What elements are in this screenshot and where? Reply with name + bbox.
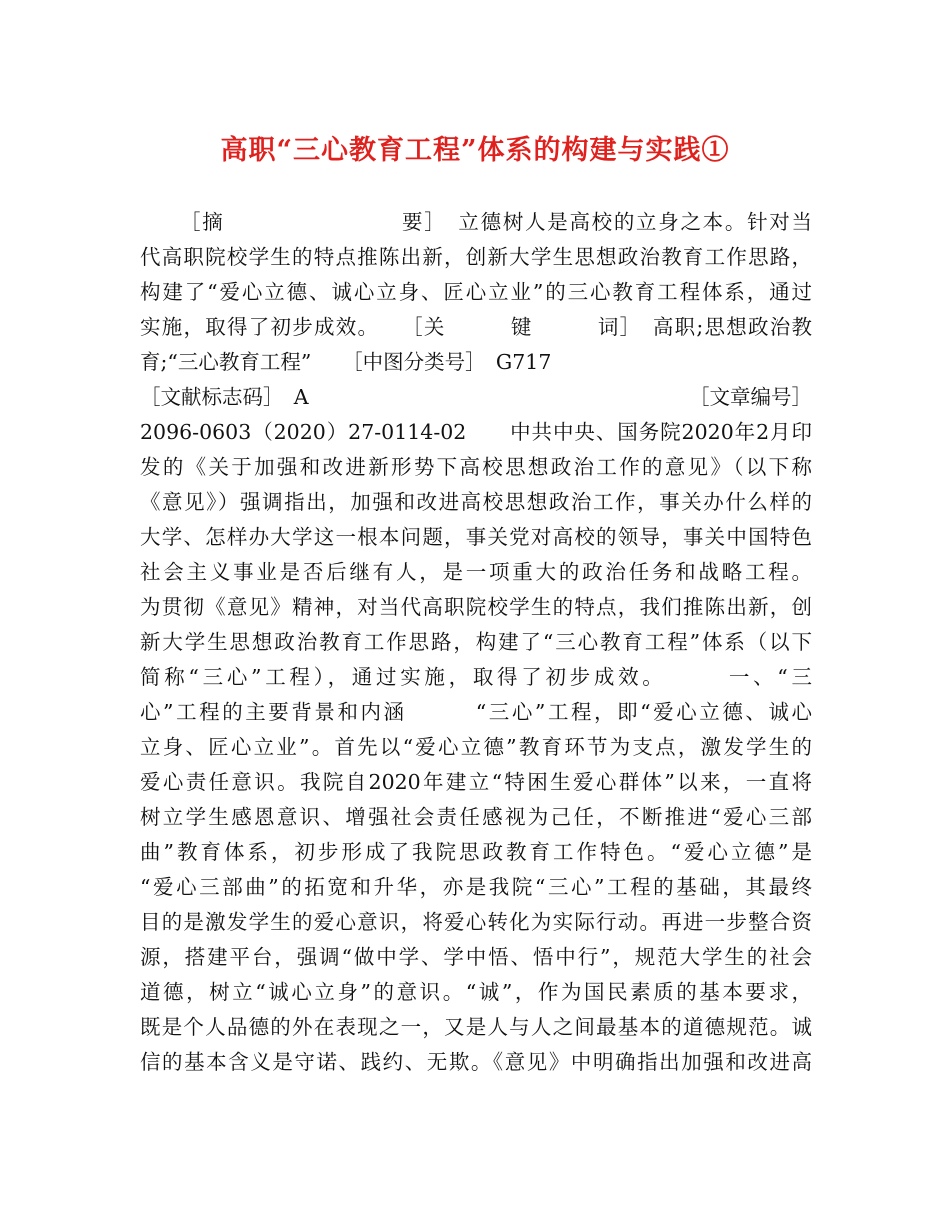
body-line: 《意见》）强调指出，加强和改进高校思想政治工作，事关办什么样的 [140,490,812,514]
body-line: ［摘 要］ 立德树人是高校的立身之本。针对当 [180,210,812,234]
body-line: “爱心三部曲”的拓宽和升华，亦是我院“三心”工程的基础，其最终 [140,875,812,899]
body-line: 信的基本含义是守诺、践约、无欺。《意见》中明确指出加强和改进高 [140,1050,812,1074]
body-line: 爱心责任意识。我院自2020年建立“特困生爱心群体”以来，一直将 [140,770,812,794]
body-line: 育;“三心教育工程” ［中图分类号］ G717 [140,350,552,374]
body-line: 2096-0603（2020）27-0114-02 中共中央、国务院2020年2月印 [140,420,812,444]
body-line: 心”工程的主要背景和内涵 “三心”工程，即“爱心立德、诚心 [140,700,812,724]
body-line: 为贯彻《意见》精神，对当代高职院校学生的特点，我们推陈出新，创 [140,595,812,619]
body-line: 新大学生思想政治教育工作思路，构建了“三心教育工程”体系（以下 [140,630,812,654]
body-line: 简称“三心”工程），通过实施，取得了初步成效。 一、“三 [140,665,812,689]
body-line: 构建了“爱心立德、诚心立身、匠心立业”的三心教育工程体系，通过 [140,280,812,304]
body-line: 树立学生感恩意识、增强社会责任感视为己任，不断推进“爱心三部 [140,805,812,829]
body-line: 道德，树立“诚心立身”的意识。“诚”，作为国民素质的基本要求， [140,980,812,1004]
body-line: 既是个人品德的外在表现之一，又是人与人之间最基本的道德规范。诚 [140,1015,812,1039]
body-line: 目的是激发学生的爱心意识，将爱心转化为实际行动。再进一步整合资 [140,910,812,934]
body-line: 大学、怎样办大学这一根本问题，事关党对高校的领导，事关中国特色 [140,525,812,549]
document-title: 高职“三心教育工程”体系的构建与实践① [220,135,730,166]
body-line: 代高职院校学生的特点推陈出新，创新大学生思想政治教育工作思路， [140,245,812,269]
body-line: 发的《关于加强和改进新形势下高校思想政治工作的意见》（以下称 [140,455,812,479]
body-line: 实施，取得了初步成效。 ［关 键 词］ 高职;思想政治教 [140,315,812,339]
body-line: 立身、匠心立业”。首先以“爱心立德”教育环节为支点，激发学生的 [140,735,812,759]
body-line: ［文献标志码］ A [140,385,309,409]
body-line-meta [140,380,812,414]
body-line: ［文章编号］ [689,385,812,409]
body-line: 源，搭建平台，强调“做中学、学中悟、悟中行”，规范大学生的社会 [140,945,812,969]
body-line: 社会主义事业是否后继有人，是一项重大的政治任务和战略工程。 [140,560,812,584]
body-line: 曲”教育体系，初步形成了我院思政教育工作特色。“爱心立德”是 [140,840,812,864]
